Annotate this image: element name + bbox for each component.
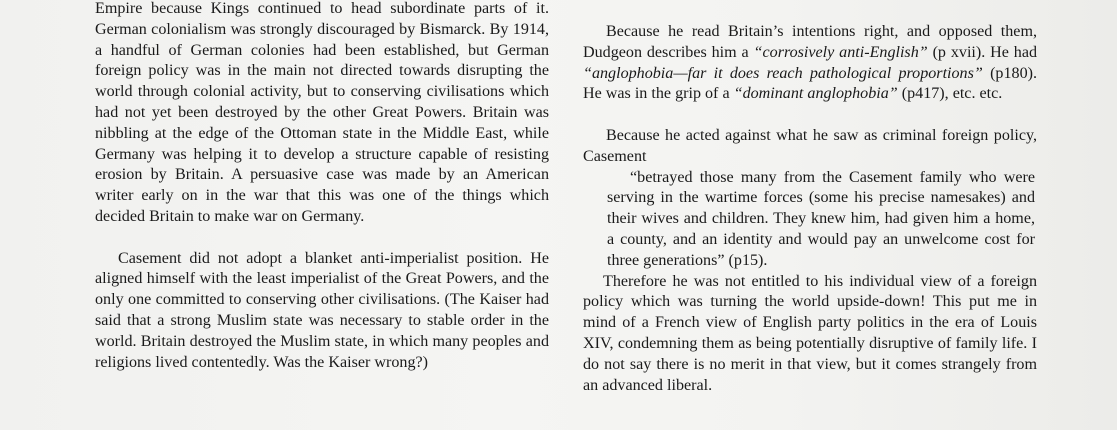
right-paragraph-1: [583, 22, 1037, 105]
quote-anglophobia: “anglophobia—far it does reach pathological proportions”: [583, 64, 983, 82]
text-run: (p417), etc. etc.: [897, 85, 1003, 103]
quote-dominant-anglophobia: “dominant anglophobia”: [733, 85, 898, 103]
block-quote: “betrayed those many from the Casement family who were serving in the wartime forces (some his precise namesakes) and their wives and children. They knew him, had given him a home, a county, and an identity and would pay an unwelcome cost for three generations” (p15).: [607, 168, 1035, 269]
right-column: [583, 22, 1037, 396]
left-column: [95, 0, 549, 373]
right-paragraph-3: Therefore he was not entitled to his individual view of a foreign policy which was turning the world upside-down! This put me in mind of a French view of English party politics in the era of Louis XIV, condemning them as being potentially disruptive of family life. I do not say there is no merit in that view, but it comes strangely from an advanced liberal.: [583, 272, 1037, 394]
paragraph-gap: [95, 228, 549, 249]
quote-corrosively-anti-english: “corrosively anti-English”: [753, 43, 928, 61]
text-run: (p180). He was in the grip of a: [583, 64, 1037, 103]
left-paragraph-2: Casement did not adopt a blanket anti-imperialist position. He aligned himself with the least imperialist of the Great Powers, and the only one committed to conserving other civilisations. (The Kaiser had said that a strong Muslim state was necessary to stable order in the world. Britain destroyed the Muslim state, in which many peoples and religions lived contentedly. Was the Kaiser wrong?): [95, 249, 549, 371]
right-paragraph-2: Because he acted against what he saw as criminal foreign policy, Casement: [583, 126, 1037, 165]
text-run: (p xvii). He had: [927, 43, 1038, 61]
paragraph-gap: [583, 105, 1037, 126]
text-run: Because he read Britain’s intentions right, and opposed them, Dudgeon describes him a: [583, 23, 1037, 61]
left-paragraph-1: Empire because Kings continued to head subordinate parts of it. German colonialism was strongly discouraged by Bismarck. By 1914, a handful of German colonies had been established, but German foreign policy was in the main not directed towards disrupting the world through colonial activity, but to conserving civilisations which had not yet been destroyed by the other Great Powers. Britain was nibbling at the edge of the Ottoman state in the Middle East, while Germany was helping it to develop a structure capable of resisting erosion by Britain. A persuasive case was made by an American writer early on in the war that this was one of the things which decided Britain to make war on Germany.: [95, 0, 549, 225]
